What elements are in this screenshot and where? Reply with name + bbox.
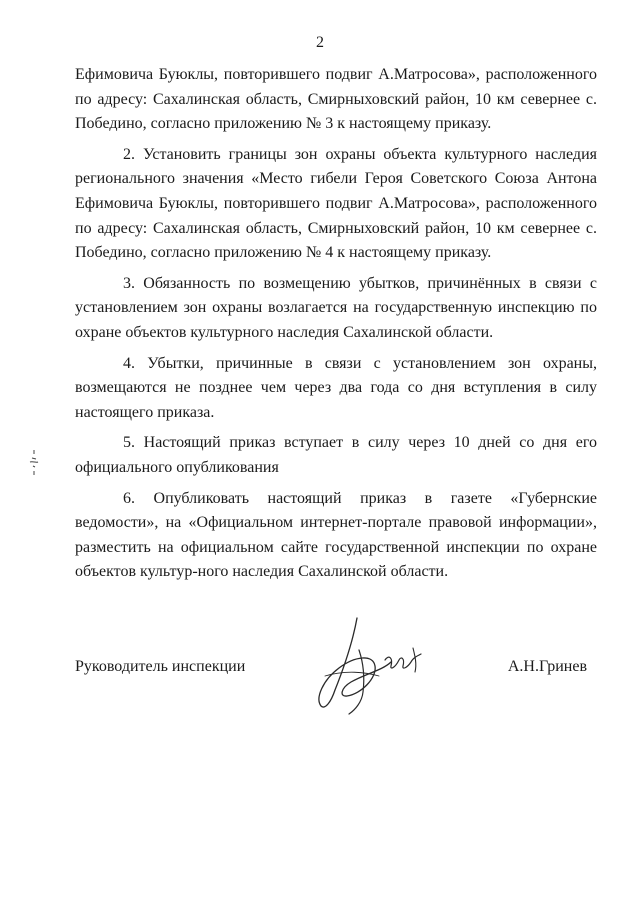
page-number: 2 [316,34,324,51]
paragraph-item-6: 6. Опубликовать настоящий приказ в газете «Губернские ведомости», на «Официальном интернет-портале правовой информации», разместить на официальном сайте государственной инспекции по охране объектов культур-ного наследия Сахалинской области. [75,489,597,581]
margin-scribble-icon [24,448,44,478]
paragraph-item-5: 5. Настоящий приказ вступает в силу через 10 дней со дня его официального опубликования [75,434,597,476]
signatory-name: А.Н.Гринев [507,658,587,675]
paragraph-continuation: Ефимовича Буюклы, повторившего подвиг А.Матросова», расположенного по адресу: Сахалинская область, Смирныховский район, 10 км севернее с. Победино, согласно приложению № 3 к настоящему приказу. [75,66,597,133]
margin-mark [24,448,44,478]
handwritten-signature [295,610,445,720]
signature-block [75,650,597,740]
document-body [75,63,597,591]
paragraph-item-3: 3. Обязанность по возмещению убытков, причинённых в связи с установлением зон охраны возлагается на государственную инспекцию по охране объектов культурного наследия Сахалинской области. [75,274,597,341]
paragraph-item-2: 2. Установить границы зон охраны объекта культурного наследия регионального значения «Место гибели Героя Советского Союза Антона Ефимовича Буюклы, повторившего подвиг А.Матросова», расположенного по адресу: Сахалинская область, Смирныховский район, 10 км севернее с. Победино, согласно приложению № 4 к настоящему приказу. [75,145,597,262]
signatory-title: Руководитель инспекции [75,658,246,675]
paragraph-item-4: 4. Убытки, причинные в связи с установлением зон охраны, возмещаются не позднее чем через два года со дня вступления в силу настоящего приказа. [75,354,597,421]
